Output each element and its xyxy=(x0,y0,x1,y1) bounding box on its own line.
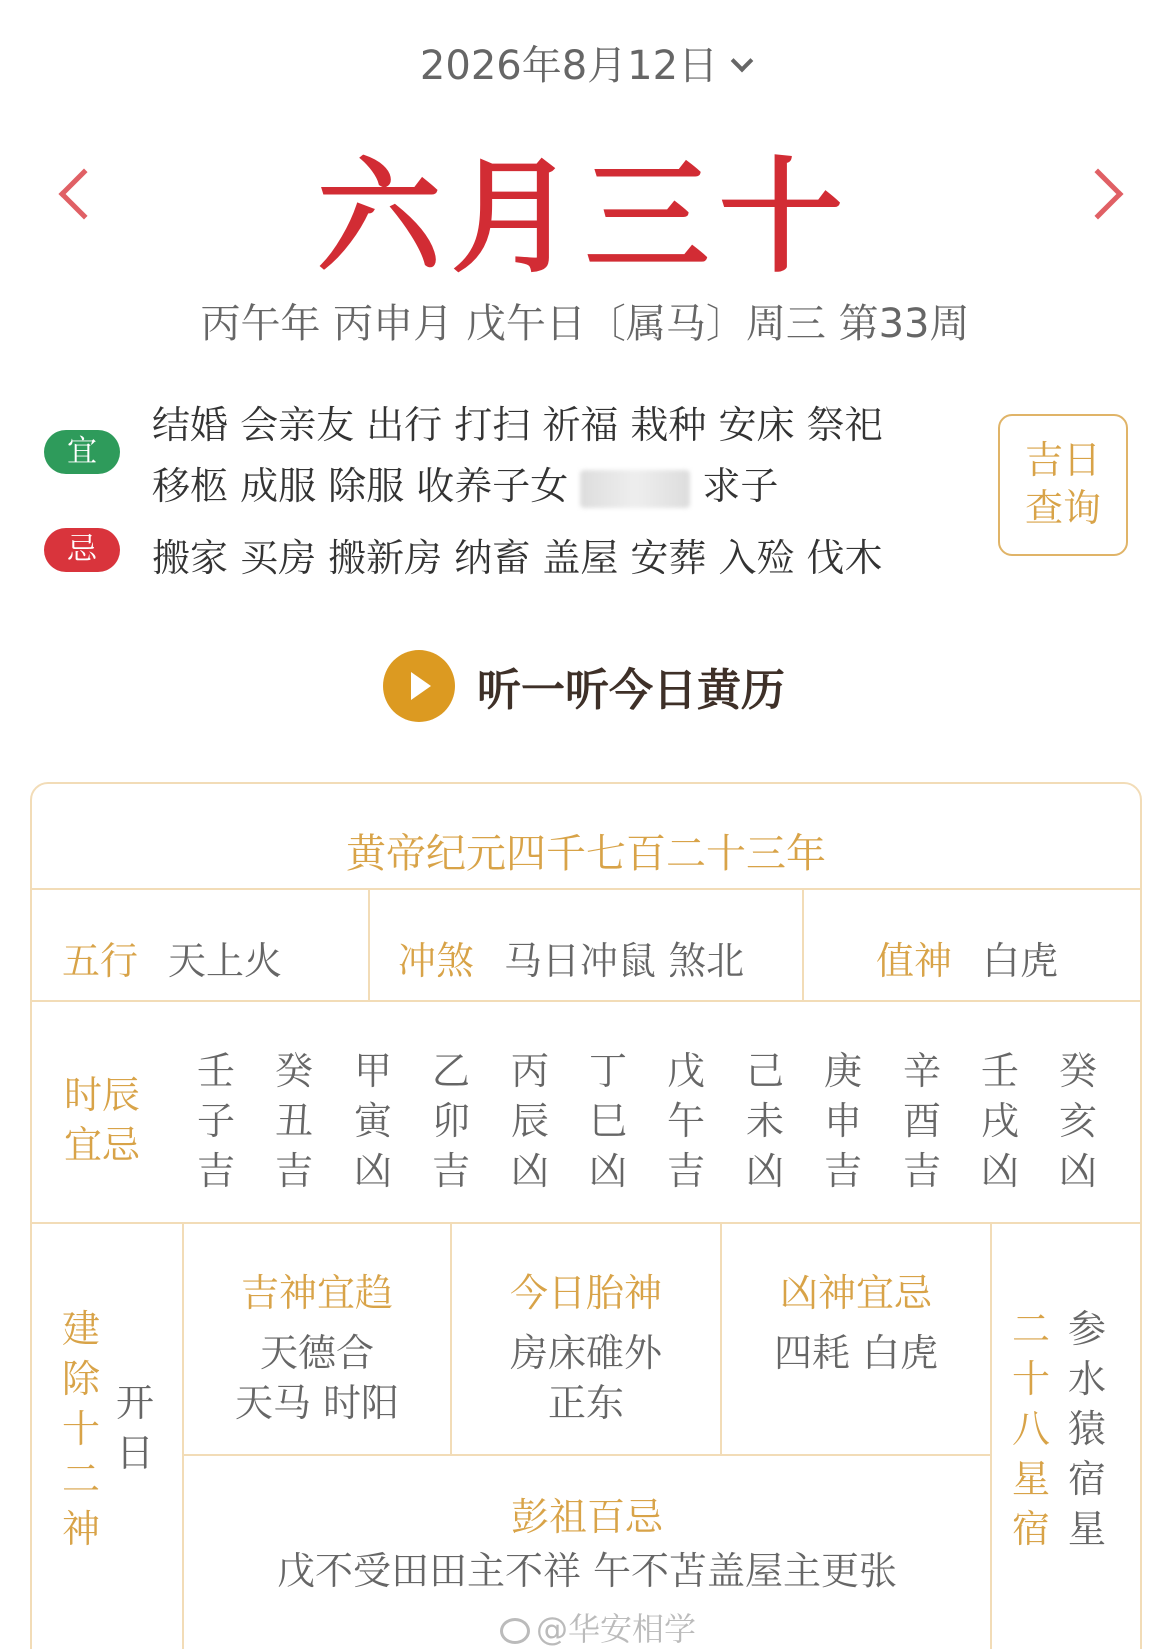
divider xyxy=(182,1454,990,1456)
query-button-line1: 吉日 xyxy=(1024,438,1101,482)
shichen-stem: 癸 xyxy=(274,1049,313,1093)
jishen-line: 天马 时阳 xyxy=(234,1381,400,1425)
shichen-column xyxy=(510,1046,550,1196)
shichen-luck: 凶 xyxy=(510,1149,549,1193)
watermark xyxy=(500,1604,696,1649)
blurred-text xyxy=(580,470,690,508)
yi-badge: 宜 xyxy=(44,430,120,474)
jianchu-label xyxy=(60,1304,102,1554)
shichen-luck: 吉 xyxy=(902,1149,941,1193)
shichen-branch: 丑 xyxy=(274,1099,313,1143)
xingxiu-value xyxy=(1066,1304,1108,1554)
xingxiu-label-char: 二 xyxy=(1011,1307,1050,1351)
shichen-luck: 凶 xyxy=(353,1149,392,1193)
chevron-down-icon xyxy=(731,50,754,73)
shichen-branch: 卯 xyxy=(431,1099,470,1143)
chongsha-cell xyxy=(398,930,744,985)
divider xyxy=(32,888,1140,890)
shichen-column xyxy=(588,1046,628,1196)
ganzhi-line: 丙午年 丙申月 戊午日〔属马〕周三 第33周 xyxy=(200,301,970,347)
ji-badge: 忌 xyxy=(44,528,120,572)
zhishen-value: 白虎 xyxy=(982,939,1059,983)
shichen-branch: 酉 xyxy=(902,1099,941,1143)
shichen-column xyxy=(274,1046,314,1196)
jianchu-value xyxy=(114,1378,156,1478)
shichen-luck: 凶 xyxy=(980,1149,1019,1193)
shichen-luck: 凶 xyxy=(745,1149,784,1193)
jianchu-label-char: 除 xyxy=(61,1357,100,1401)
shichen-column xyxy=(431,1046,471,1196)
shichen-stem: 乙 xyxy=(431,1049,470,1093)
xiongshen-title: 凶神宜忌 xyxy=(779,1271,932,1315)
shichen-branch: 戌 xyxy=(980,1099,1019,1143)
divider xyxy=(32,1222,1140,1224)
wuxing-value: 天上火 xyxy=(168,939,283,983)
shichen-stem: 壬 xyxy=(196,1049,235,1093)
listen-almanac-button[interactable] xyxy=(383,650,785,722)
xingxiu-label xyxy=(1010,1304,1052,1554)
shichen-label-1: 时辰 xyxy=(64,1073,141,1117)
shichen-branch: 亥 xyxy=(1058,1099,1097,1143)
wuxing-cell xyxy=(62,930,282,985)
shichen-stem: 丙 xyxy=(510,1049,549,1093)
yi-list-line2 xyxy=(152,455,778,510)
jianchu-value-char: 日 xyxy=(115,1431,154,1475)
shichen-stem: 辛 xyxy=(902,1049,941,1093)
chongsha-value: 马日冲鼠 煞北 xyxy=(504,939,745,983)
taishen-title: 今日胎神 xyxy=(509,1271,662,1315)
divider xyxy=(32,1000,1140,1002)
xingxiu-label-char: 星 xyxy=(1011,1457,1050,1501)
xiongshen-line: 四耗 白虎 xyxy=(773,1331,939,1375)
date-text: 2026年8月12日 xyxy=(419,43,719,89)
shichen-label xyxy=(64,1070,144,1170)
shichen-column xyxy=(745,1046,785,1196)
shichen-luck: 凶 xyxy=(1058,1149,1097,1193)
xingxiu-value-char: 猿 xyxy=(1067,1407,1106,1451)
jianchu-label-char: 神 xyxy=(61,1507,100,1551)
shichen-branch: 辰 xyxy=(510,1099,549,1143)
shichen-luck: 吉 xyxy=(666,1149,705,1193)
shichen-branch: 巳 xyxy=(588,1099,627,1143)
divider xyxy=(368,890,370,1000)
pengzu-text: 戊不受田田主不祥 午不苫盖屋主更张 xyxy=(276,1549,898,1593)
play-icon xyxy=(383,650,455,722)
zhishen-cell xyxy=(876,930,1058,985)
chongsha-label: 冲煞 xyxy=(398,939,475,983)
jianchu-label-char: 二 xyxy=(61,1457,100,1501)
jianchu-label-char: 建 xyxy=(61,1307,100,1351)
shichen-column xyxy=(1058,1046,1098,1196)
shichen-stem: 壬 xyxy=(980,1049,1019,1093)
wuxing-label: 五行 xyxy=(62,939,139,983)
ji-list-line1: 搬家 买房 搬新房 纳畜 盖屋 安葬 入殓 伐木 xyxy=(152,536,883,580)
yi-list-line2-a: 移柩 成服 除服 收养子女 xyxy=(152,464,581,508)
shichen-luck: 吉 xyxy=(823,1149,862,1193)
taishen-text xyxy=(452,1328,720,1428)
shichen-branch: 午 xyxy=(666,1099,705,1143)
shichen-stem: 癸 xyxy=(1058,1049,1097,1093)
shichen-luck: 吉 xyxy=(196,1149,235,1193)
era-title: 黄帝纪元四千七百二十三年 xyxy=(346,831,826,877)
shichen-column xyxy=(196,1046,236,1196)
yi-list-line2-b: 求子 xyxy=(690,464,779,508)
shichen-luck: 吉 xyxy=(431,1149,470,1193)
xingxiu-value-char: 参 xyxy=(1067,1307,1106,1351)
pengzu-title: 彭祖百忌 xyxy=(510,1495,663,1539)
shichen-stem: 庚 xyxy=(823,1049,862,1093)
xingxiu-label-char: 八 xyxy=(1011,1407,1050,1451)
shichen-column xyxy=(902,1046,942,1196)
xingxiu-value-char: 宿 xyxy=(1067,1457,1106,1501)
lucky-day-query-button[interactable] xyxy=(998,414,1128,556)
xiongshen-text xyxy=(722,1328,990,1378)
shichen-column xyxy=(666,1046,706,1196)
jianchu-value-char: 开 xyxy=(115,1381,154,1425)
shichen-column xyxy=(353,1046,393,1196)
shichen-label-2: 宜忌 xyxy=(64,1123,141,1167)
listen-label: 听一听今日黄历 xyxy=(477,665,785,716)
xingxiu-label-char: 十 xyxy=(1011,1357,1050,1401)
shichen-branch: 未 xyxy=(745,1099,784,1143)
shichen-branch: 寅 xyxy=(353,1099,392,1143)
jishen-title: 吉神宜趋 xyxy=(240,1271,393,1315)
shichen-luck: 吉 xyxy=(274,1149,313,1193)
shichen-stem: 丁 xyxy=(588,1049,627,1093)
divider xyxy=(990,1224,992,1649)
xingxiu-value-char: 星 xyxy=(1067,1507,1106,1551)
jishen-text xyxy=(184,1328,450,1428)
shichen-stem: 甲 xyxy=(353,1049,392,1093)
shichen-stem: 戊 xyxy=(666,1049,705,1093)
jianchu-label-char: 十 xyxy=(61,1407,100,1451)
taishen-line: 房床碓外 xyxy=(509,1331,662,1375)
shichen-column xyxy=(980,1046,1020,1196)
lunar-date: 六月三十 xyxy=(316,145,853,290)
shichen-column xyxy=(823,1046,863,1196)
shichen-luck: 凶 xyxy=(588,1149,627,1193)
jishen-line: 天德合 xyxy=(259,1331,374,1375)
shichen-branch: 申 xyxy=(823,1099,862,1143)
shichen-branch: 子 xyxy=(196,1099,235,1143)
shichen-stem: 己 xyxy=(745,1049,784,1093)
xingxiu-value-char: 水 xyxy=(1067,1357,1106,1401)
yi-list-line1: 结婚 会亲友 出行 打扫 祈福 栽种 安床 祭祀 xyxy=(152,403,883,447)
taishen-line: 正东 xyxy=(547,1381,624,1425)
weibo-icon xyxy=(500,1618,530,1644)
xingxiu-label-char: 宿 xyxy=(1011,1507,1050,1551)
zhishen-label: 值神 xyxy=(876,939,953,983)
query-button-line2: 查询 xyxy=(1024,486,1101,530)
date-selector[interactable] xyxy=(0,34,1170,91)
divider xyxy=(802,890,804,1000)
watermark-text: @华安相学 xyxy=(536,1610,697,1648)
